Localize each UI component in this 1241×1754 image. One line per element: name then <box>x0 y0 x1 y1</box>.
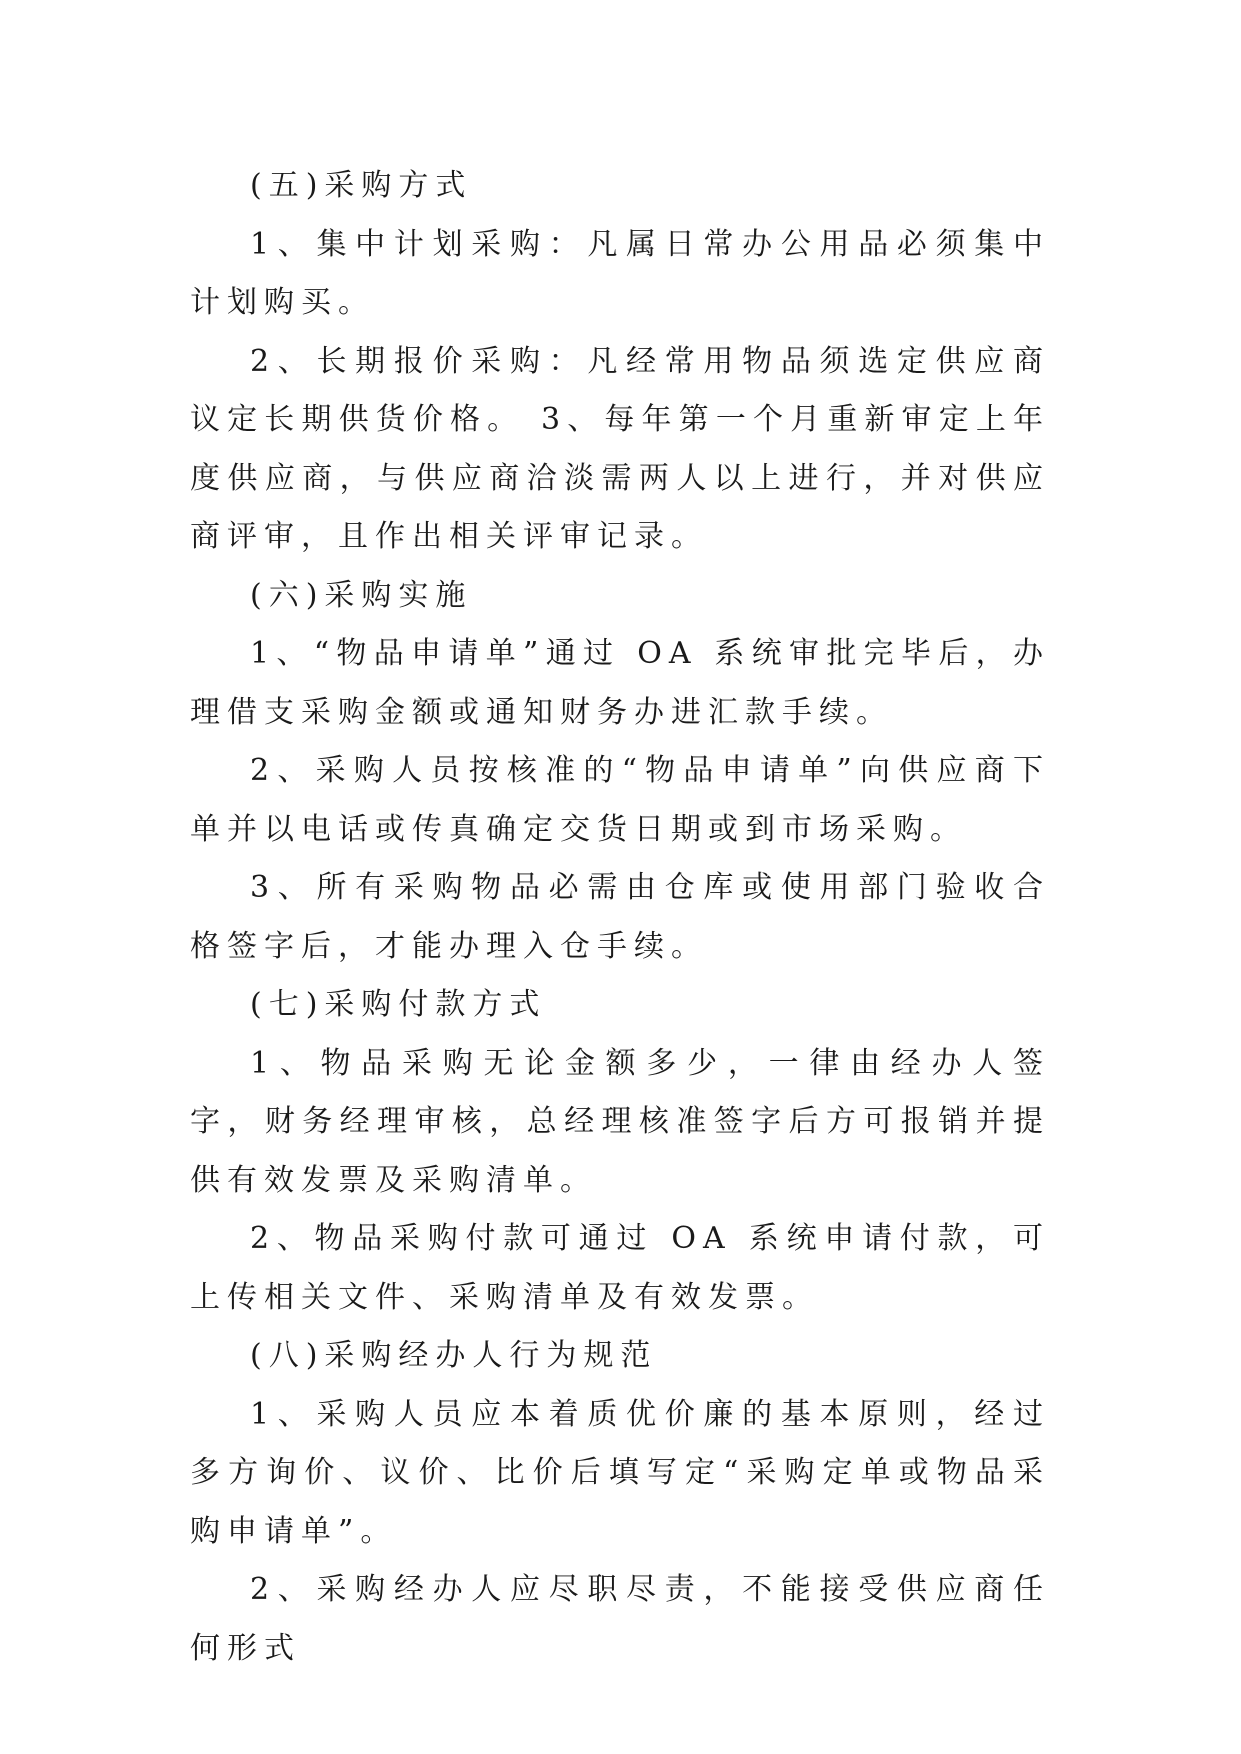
paragraph: 1、采购人员应本着质优价廉的基本原则，经过多方询价、议价、比价后填写定“采购定单或物品采购申请单”。 <box>190 1396 1050 1549</box>
paragraph: 1、集中计划采购：凡属日常办公用品必须集中计划购买。 <box>190 226 1050 320</box>
document-body <box>190 157 1050 1678</box>
paragraph: 1、“物品申请单”通过 OA 系统审批完毕后，办理借支采购金额或通知财务办进汇款手续。 <box>190 636 1050 730</box>
section-heading-5: (五)采购方式 <box>250 168 473 203</box>
paragraph: 2、采购经办人应尽职尽责，不能接受供应商任何形式 <box>190 1572 1050 1666</box>
paragraph: 2、物品采购付款可通过 OA 系统申请付款，可上传相关文件、采购清单及有效发票。 <box>190 1221 1050 1315</box>
paragraph: 2、采购人员按核准的“物品申请单”向供应商下单并以电话或传真确定交货日期或到市场采购。 <box>190 753 1050 847</box>
section-heading-8: (八)采购经办人行为规范 <box>250 1338 658 1373</box>
section-heading-6: (六)采购实施 <box>250 577 473 613</box>
paragraph: 2、长期报价采购：凡经常用物品须选定供应商议定长期供货价格。 3、每年第一个月重新审定上年度供应商，与供应商洽淡需两人以上进行，并对供应商评审，且作出相关评审记录。 <box>190 343 1050 554</box>
paragraph: 3、所有采购物品必需由仓库或使用部门验收合格签字后，才能办理入仓手续。 <box>190 870 1050 964</box>
paragraph: 1、物品采购无论金额多少，一律由经办人签字，财务经理审核，总经理核准签字后方可报销并提供有效发票及采购清单。 <box>190 1045 1050 1198</box>
section-heading-7: (七)采购付款方式 <box>250 987 547 1022</box>
